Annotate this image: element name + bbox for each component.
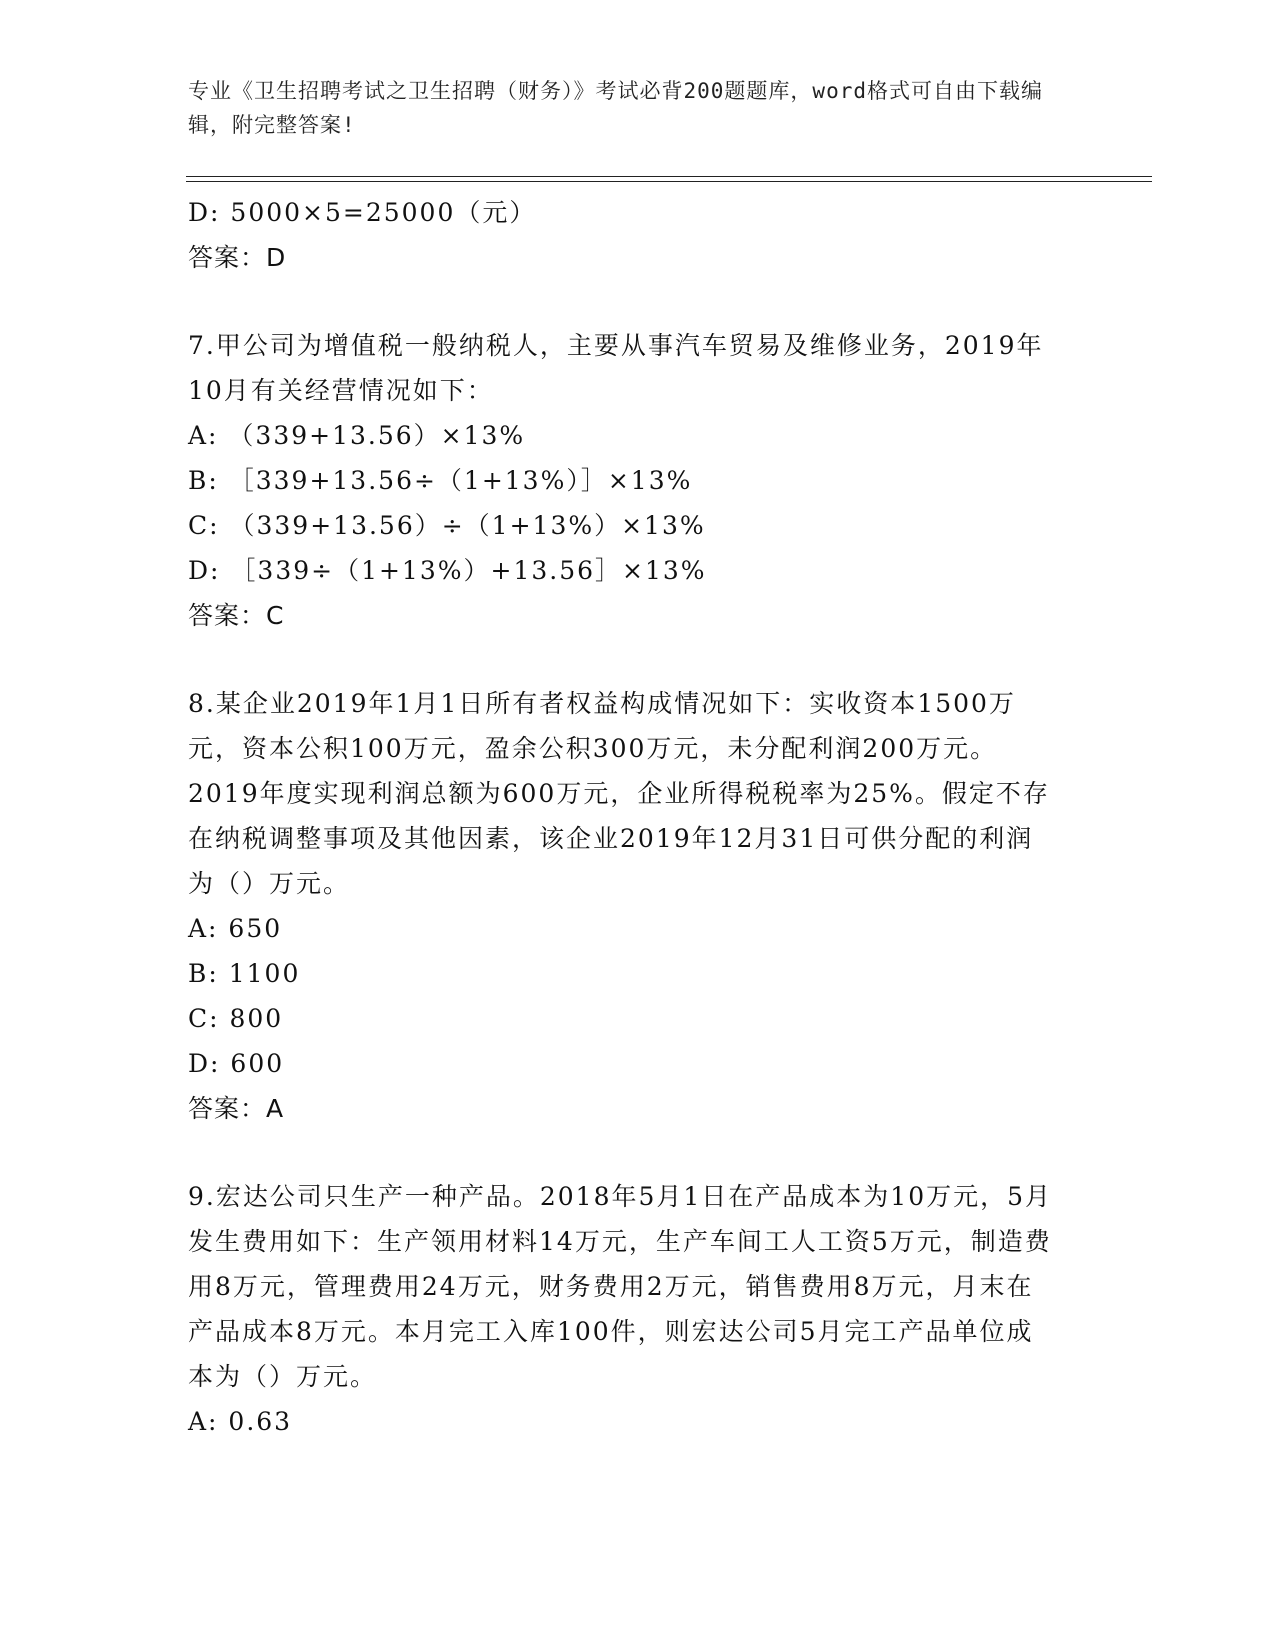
option-a: A: 0.63	[188, 1407, 293, 1436]
option-b: B: 1100	[188, 959, 301, 988]
option-c: C: 800	[188, 1004, 284, 1033]
option-d: D: ［339÷（1+13%）+13.56］×13%	[188, 556, 707, 585]
question-8	[188, 681, 1088, 1131]
option-d: D: 600	[188, 1049, 285, 1078]
question-stem: 7.甲公司为增值税一般纳税人，主要从事汽车贸易及维修业务，2019年10月有关经营情况如下：	[188, 331, 1044, 405]
question-stem: 9.宏达公司只生产一种产品。2018年5月1日在产品成本为10万元，5月发生费用如下：生产领用材料14万元，生产车间工人工资5万元，制造费用8万元，管理费用24万元，财务费用2万元，销售费用8万元，月末在产品成本8万元。本月完工入库100件，则宏达公司5月完工产品单位成本为（）万元。	[188, 1182, 1053, 1391]
question-7	[188, 323, 1088, 638]
answer: 答案：C	[188, 601, 285, 630]
header-divider	[186, 176, 1152, 182]
option-b: B: ［339+13.56÷（1+13%）］×13%	[188, 466, 693, 495]
option-c: C: （339+13.56）÷（1+13%）×13%	[188, 511, 706, 540]
answer: 答案：A	[188, 1094, 285, 1123]
prev-option-d: D: 5000×5=25000（元）	[188, 198, 537, 227]
document-body	[188, 190, 1088, 1444]
prev-answer: 答案：D	[188, 243, 287, 272]
question-9	[188, 1174, 1088, 1444]
option-a: A: （339+13.56）×13%	[188, 421, 526, 450]
question-stem: 8.某企业2019年1月1日所有者权益构成情况如下：实收资本1500万元，资本公积100万元，盈余公积300万元，未分配利润200万元。2019年度实现利润总额为600万元，企业所得税税率为25%。假定不存在纳税调整事项及其他因素，该企业2019年12月31日可供分配的利润为（）万元。	[188, 689, 1050, 898]
page-header: 专业《卫生招聘考试之卫生招聘（财务）》考试必背200题题库，word格式可自由下载编辑，附完整答案!	[188, 79, 1043, 137]
option-a: A: 650	[188, 914, 283, 943]
